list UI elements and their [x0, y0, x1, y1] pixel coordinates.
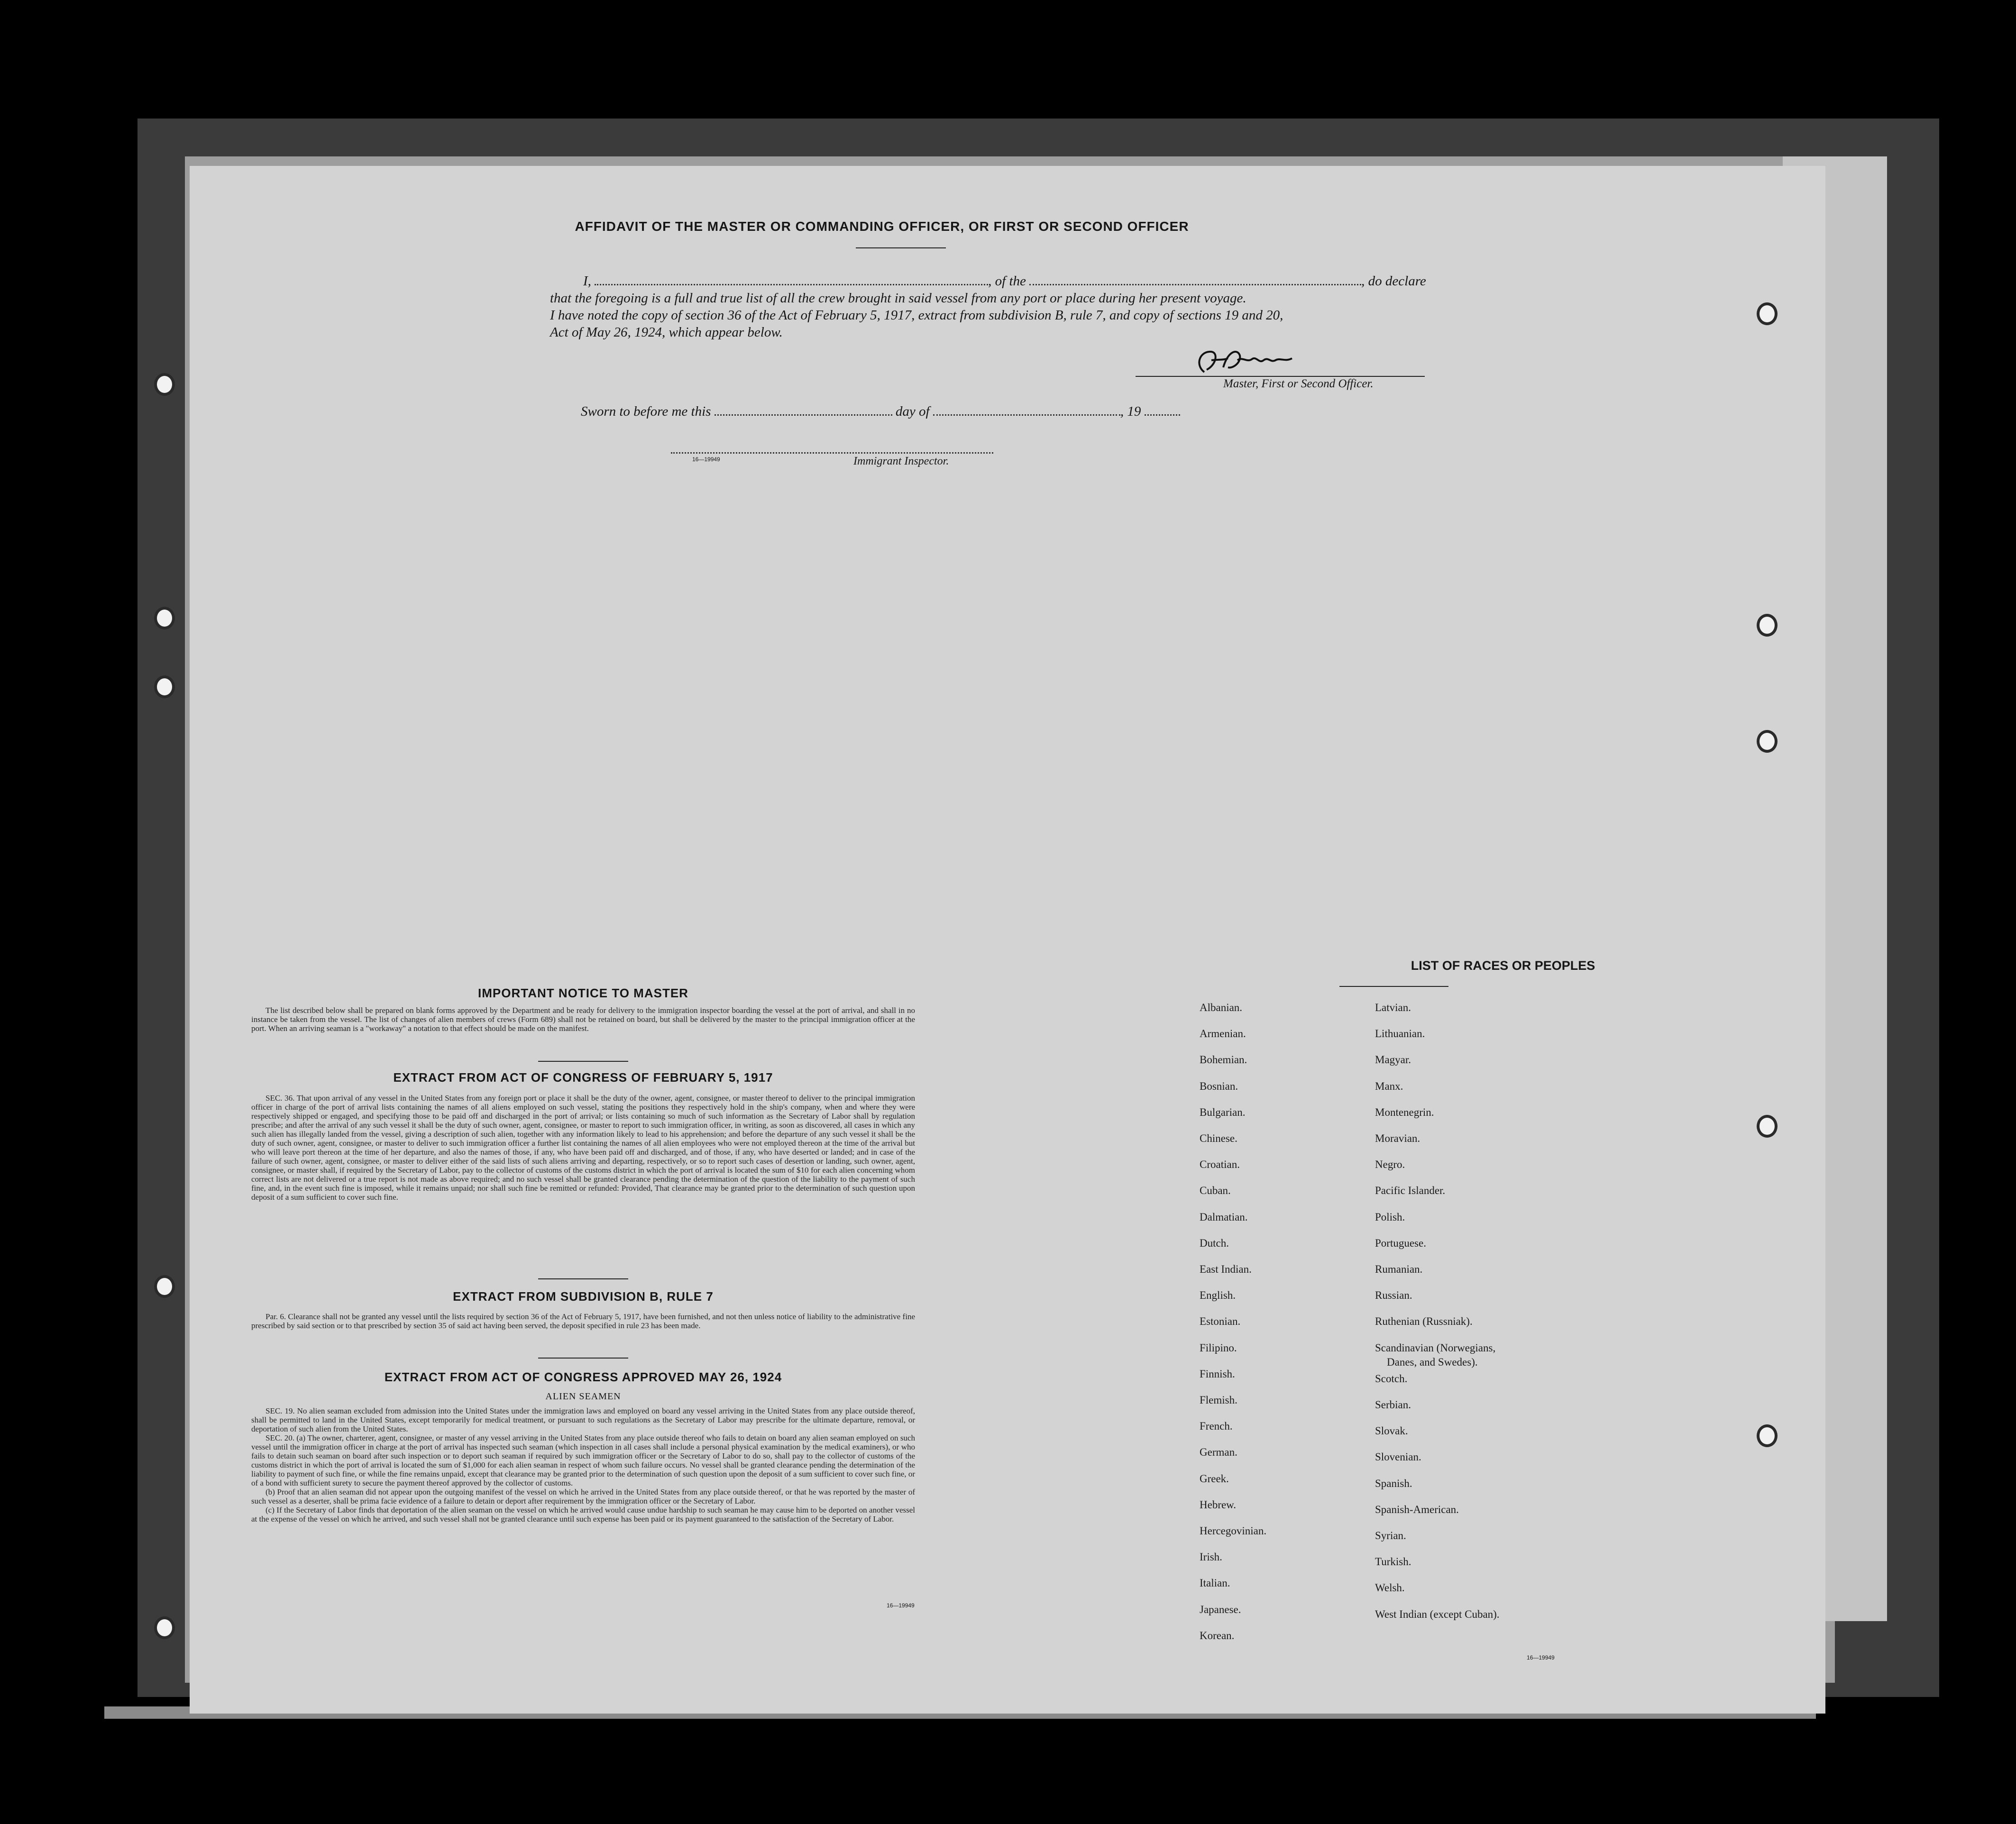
extract-1924-title: EXTRACT FROM ACT OF CONGRESS APPROVED MAY 26, 1924	[384, 1370, 782, 1384]
binder-hole-left-2	[154, 607, 175, 629]
race-item: Manx.	[1375, 1080, 1403, 1092]
binder-hole-right-2	[1757, 614, 1778, 637]
sworn-month-blank	[933, 405, 1120, 416]
section-36-paragraph: SEC. 36. That upon arrival of any vessel in the United States from any foreign port or place it shall be the duty of the owner, agent, consignee, or master thereof to deliver to the principal immigration officer in charge of the port of arrival lists containing the names of all aliens employed on such vessel, stating the positions they respectively hold in the ship's company, when and where they were respectively shipped or engaged, and specifying those to be paid off and discharged in the port of arrival; or lists containing so much of such information as the Secretary of Labor shall by regulation prescribe; and after the arrival of any such vessel it shall be the duty of such owner, agent, consignee, or master to report to such immigration officer, in writing, as soon as discovered, all cases in which any such alien has illegally landed from the vessel, giving a description of such alien, together with any information likely to lead to his apprehension; and before the departure of any such vessel it shall be the duty of such owner, agent, consignee, or master to deliver to such immigration officer a further list containing the names of all alien employees who were not employed thereon at the time of the arrival but who will leave port thereon at the time of her departure, and also the names of those, if any, who have been paid off and discharged, and of those, if any, who have deserted or landed; and in case of the failure of such owner, agent, consignee, or master to deliver either of the said lists of such aliens arriving and departing, respectively, or so to report such cases of desertion or landing, such owner, agent, consignee, or master shall, if required by the Secretary of Labor, pay to the collector of customs of the customs district in which the port of arrival is located the sum of $10 for each alien concerning whom correct lists are not delivered or a true report is not made as above required; and no such vessel shall be granted clearance pending the determination of the question of the liability to the payment of such fine, and, in the event such fine is imposed, while it remains unpaid; nor shall such fine be remitted or refunded: Provided, That clearance may be granted prior to the determination of such question upon deposit of a sum sufficient to cover such fine.	[251, 1094, 915, 1202]
race-item: Spanish-American.	[1375, 1503, 1459, 1515]
notice-text	[251, 1006, 915, 1033]
race-item: Lithuanian.	[1375, 1028, 1425, 1040]
race-item: Chinese.	[1200, 1132, 1237, 1144]
race-item: French.	[1200, 1420, 1233, 1432]
race-item: Hebrew.	[1200, 1498, 1237, 1511]
race-item: Portuguese.	[1375, 1237, 1426, 1249]
sworn-text: Sworn to before me this	[581, 404, 711, 419]
race-item: Serbian.	[1375, 1399, 1411, 1411]
master-signature	[1190, 346, 1299, 379]
extract-rule7-title: EXTRACT FROM SUBDIVISION B, RULE 7	[453, 1289, 714, 1304]
affidavit-line-4: Act of May 26, 1924, which appear below.	[550, 325, 783, 340]
race-item: Finnish.	[1200, 1368, 1235, 1380]
affidavit-line-3: I have noted the copy of section 36 of the Act of February 5, 1917, extract from subdivision B, rule 7, and copy of sections 19 and 20,	[550, 308, 1283, 323]
race-item: German.	[1200, 1446, 1237, 1459]
race-item: Russian.	[1375, 1289, 1412, 1302]
inspector-caption: Immigrant Inspector.	[853, 455, 949, 467]
race-item: English.	[1200, 1289, 1236, 1302]
race-item: West Indian (except Cuban).	[1375, 1608, 1500, 1620]
binder-hole-left-5	[154, 1616, 175, 1639]
section-20a-paragraph: SEC. 20. (a) The owner, charterer, agent, consignee, or master of any vessel arriving in the United States from any place outside thereof who fails to detain on board any alien seaman employed on such vessel until the immigration officer in charge at the port of arrival has inspected such seaman (which inspection in all cases shall include a personal physical examination by the medical examiners), or who fails to detain such seaman on board after such inspection or to deport such seaman if required by such immigration officer or the Secretary of Labor to do so, shall pay to the collector of customs of the customs district in which the port of arrival is located the sum of $1,000 for each alien seaman in respect of whom such failure occurs. No vessel shall be granted clearance pending the determination of the liability to payment of such fine, or while the fine remains unpaid, except that clearance may be granted prior to the determination of such question upon the deposit of a sum sufficient to cover such fine, or of a bond with sufficient surety to secure the payment thereof approved by the collector of customs.	[251, 1433, 915, 1487]
race-item: Ruthenian (Russniak).	[1375, 1315, 1473, 1328]
section-19-paragraph: SEC. 19. No alien seaman excluded from admission into the United States under the immigration laws and employed on board any vessel arriving in the United States from any place outside thereof, shall be permitted to land in the United States, except temporarily for medical treatment, or pursuant to such regulations as the Secretary of Labor may prescribe for the ultimate departure, removal, or deportation of such alien from the United States.	[251, 1406, 915, 1433]
race-item: Syrian.	[1375, 1530, 1406, 1541]
rule7-paragraph: Par. 6. Clearance shall not be granted any vessel until the lists required by section 36 of the Act of February 5, 1917, have been furnished, and not then unless notice of liability to the administrative fine prescribed by said section or to that prescribed by section 35 of said act having been served, the deposit specified in rule 23 has been made.	[251, 1312, 915, 1330]
races-form-number: 16—19949	[1527, 1654, 1555, 1661]
extract-1924-text	[251, 1406, 915, 1523]
sworn-year: , 19	[1120, 404, 1141, 419]
notice-rule	[538, 1061, 628, 1062]
race-item: Danes, and Swedes).	[1387, 1356, 1478, 1368]
signature-caption: Master, First or Second Officer.	[1223, 377, 1374, 390]
section-20c-paragraph: (c) If the Secretary of Labor finds that deportation of the alien seaman on the vessel on which he arrived would cause undue hardship to such seaman he may cause him to be deported on another vessel at the expense of the vessel on which he arrived, and such vessel shall not be granted clearance until such expense has been paid or its payment guaranteed to the satisfaction of the Secretary of Labor.	[251, 1505, 915, 1523]
sworn-year-blank	[1145, 405, 1180, 416]
inspector-signature-line	[671, 452, 993, 454]
race-item: Spanish.	[1375, 1477, 1412, 1489]
race-item: Flemish.	[1200, 1394, 1237, 1406]
extract-form-number: 16—19949	[887, 1602, 915, 1609]
race-item: Bohemian.	[1200, 1054, 1247, 1066]
race-item: Polish.	[1375, 1211, 1405, 1223]
notice-paragraph: The list described below shall be prepared on blank forms approved by the Department and be ready for delivery to the immigration inspector boarding the vessel at the port of arrival, and shall in no instance be taken from the vessel. The list of changes of alien members of crews (Form 689) shall not be retained on board, but shall be delivered by the master to the principal immigration officer at the port. When an arriving seaman is a "workaway" a notation to that effect should be made on the manifest.	[251, 1006, 915, 1033]
races-title: LIST OF RACES OR PEOPLES	[1411, 958, 1595, 973]
binder-hole-left-4	[154, 1275, 175, 1298]
race-item: Moravian.	[1375, 1132, 1420, 1144]
race-item: Scandinavian (Norwegians,	[1375, 1341, 1496, 1354]
vessel-blank	[1029, 274, 1361, 285]
extract-rule7-text	[251, 1312, 915, 1330]
extract-1917-title: EXTRACT FROM ACT OF CONGRESS OF FEBRUARY 5, 1917	[393, 1070, 773, 1085]
alien-seamen-subtitle: ALIEN SEAMEN	[545, 1391, 621, 1402]
race-item: Albanian.	[1200, 1002, 1243, 1013]
sworn-day-of: day of	[895, 404, 930, 419]
race-item: Magyar.	[1375, 1054, 1411, 1066]
race-item: Armenian.	[1200, 1028, 1246, 1040]
race-item: Rumanian.	[1375, 1263, 1423, 1275]
race-item: Hercegovinian.	[1200, 1525, 1267, 1537]
document-page	[190, 166, 1825, 1714]
race-item: Irish.	[1200, 1551, 1222, 1563]
race-item: Cuban.	[1200, 1185, 1231, 1197]
binder-hole-left-3	[154, 675, 175, 698]
affidavit-line-1	[583, 273, 1426, 290]
race-item: Italian.	[1200, 1577, 1230, 1589]
name-blank	[595, 274, 988, 285]
race-item: East Indian.	[1200, 1263, 1252, 1275]
binder-hole-right-1	[1757, 302, 1778, 325]
race-item: Welsh.	[1375, 1582, 1405, 1594]
sworn-line	[581, 403, 1180, 420]
binder-hole-right-3	[1757, 730, 1778, 753]
affidavit-line-1-of: , of the	[988, 274, 1026, 289]
race-item: Korean.	[1200, 1629, 1235, 1642]
sworn-day-blank	[715, 405, 892, 416]
affidavit-line-1-declare: , do declare	[1361, 274, 1426, 289]
race-item: Bulgarian.	[1200, 1106, 1246, 1118]
race-item: Dalmatian.	[1200, 1211, 1248, 1223]
affidavit-title: AFFIDAVIT OF THE MASTER OR COMMANDING OFFICER, OR FIRST OR SECOND OFFICER	[575, 219, 1189, 234]
binder-hole-right-4	[1757, 1115, 1778, 1138]
race-item: Turkish.	[1375, 1556, 1411, 1568]
race-item: Bosnian.	[1200, 1080, 1238, 1092]
race-item: Estonian.	[1200, 1315, 1241, 1328]
extract-1917-rule	[538, 1278, 628, 1279]
section-20b-paragraph: (b) Proof that an alien seaman did not appear upon the outgoing manifest of the vessel on which he arrived in the United States from any place outside thereof, or that he was reported by the master of such vessel as a deserter, shall be prima facie evidence of a failure to detain or deport after requirement by the immigration officer or the Secretary of Labor.	[251, 1487, 915, 1505]
affidavit-line-1-i: I,	[583, 274, 591, 289]
races-rule	[1339, 986, 1448, 987]
race-item: Croatian.	[1200, 1158, 1240, 1171]
binder-hole-left-1	[154, 373, 175, 396]
form-number: 16—19949	[692, 456, 720, 463]
race-item: Greek.	[1200, 1472, 1229, 1485]
race-item: Scotch.	[1375, 1372, 1408, 1385]
race-item: Latvian.	[1375, 1002, 1411, 1013]
race-item: Slovak.	[1375, 1425, 1408, 1437]
affidavit-line-2: that the foregoing is a full and true list of all the crew brought in said vessel from any port or place during her present voyage.	[550, 291, 1246, 306]
race-item: Montenegrin.	[1375, 1106, 1434, 1118]
race-item: Slovenian.	[1375, 1451, 1421, 1463]
race-item: Dutch.	[1200, 1237, 1229, 1249]
notice-title: IMPORTANT NOTICE TO MASTER	[478, 986, 688, 1000]
race-item: Filipino.	[1200, 1341, 1237, 1354]
race-item: Pacific Islander.	[1375, 1185, 1446, 1197]
extract-1917-text	[251, 1094, 915, 1202]
binder-hole-right-5	[1757, 1424, 1778, 1447]
title-rule	[856, 247, 946, 248]
race-item: Negro.	[1375, 1158, 1405, 1171]
race-item: Japanese.	[1200, 1603, 1241, 1615]
extract-rule7-rule	[538, 1358, 628, 1359]
